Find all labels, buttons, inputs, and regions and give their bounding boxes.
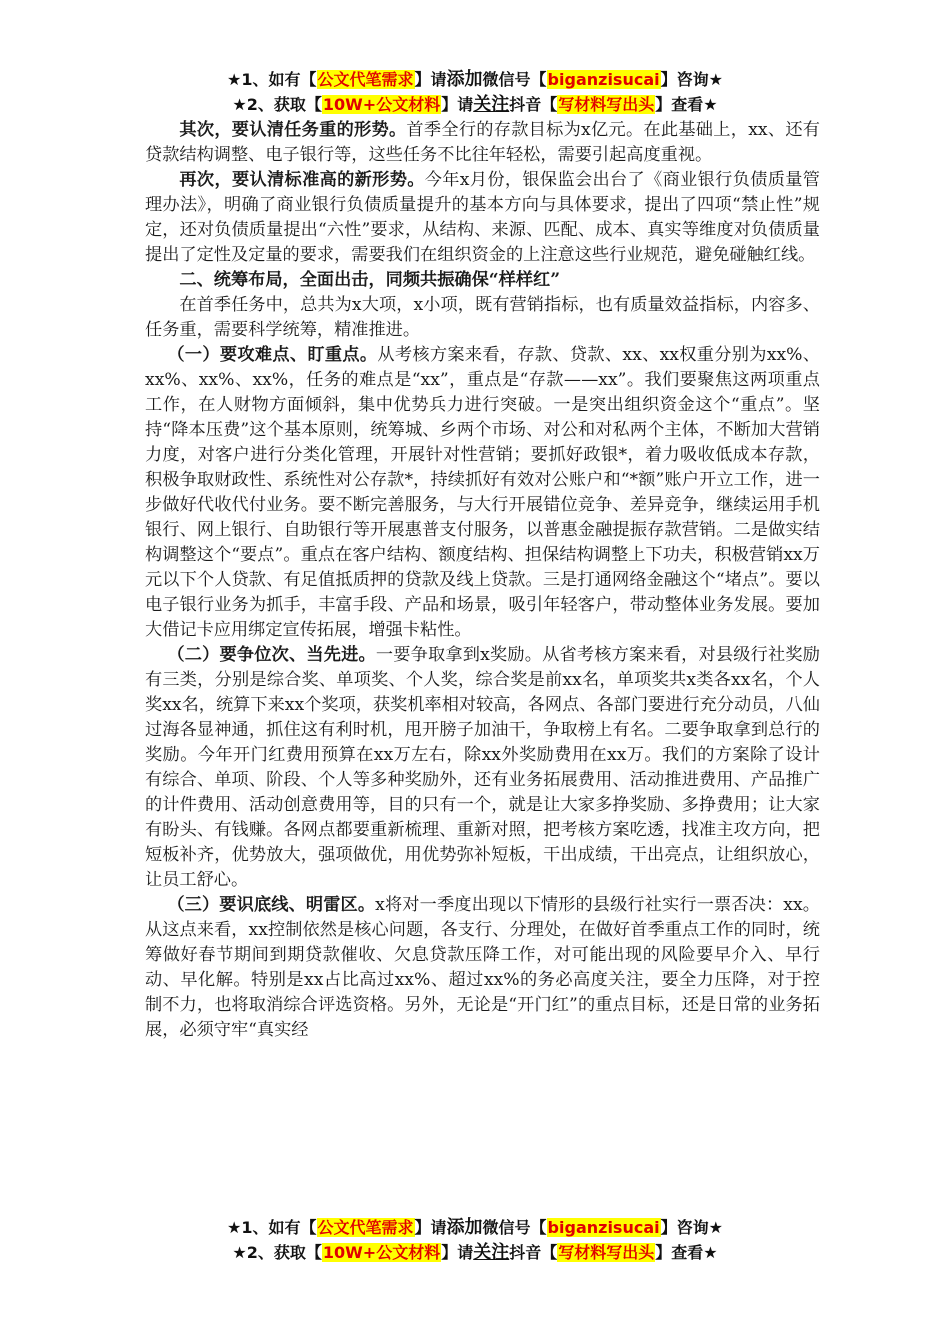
paragraph-lead: （二）要争位次、当先进。 (167, 645, 376, 665)
banner-text: ★1、如有【 (227, 1218, 317, 1237)
paragraph (145, 343, 820, 643)
header-banner (0, 67, 950, 117)
banner-highlight: 公文代笔需求 (317, 1218, 414, 1237)
paragraph-lead: （一）要攻难点、盯重点。 (167, 345, 378, 365)
paragraph-text: 首季全行的存款目标为x亿元。在此基础上，xx、还有贷款结构调整、电子银行等，这些任务不比往年轻松，需要引起高度重视。 (145, 120, 820, 165)
banner-text: 抖音【 (509, 1243, 558, 1262)
banner-text: 微信号【 (482, 1218, 547, 1237)
banner-text: 微信号【 (482, 70, 547, 89)
paragraph-text: 从考核方案来看，存款、贷款、xx、xx权重分别为xx%、xx%、xx%、xx%，任务的难点是“xx”，重点是“存款——xx”。我们要聚焦这两项重点工作，在人财物方面倾斜，集中优势兵力进行突破。一是突出组织资金这个“重点”。坚持“降本压费”这个基本原则，统筹城、乡两个市场、对公和对私两个主体，不断加大营销力度，对客户进行分类化管理，开展针对性营销；要抓好政银*，着力吸收低成本存款，积极争取财政性、系统性对公存款*，持续抓好有效对公账户和“*额”账户开立工作，进一步做好代收代付业务。要不断完善服务，与大行开展错位竞争、差异竞争，继续运用手机银行、网上银行、自助银行等开展惠普支付服务，以普惠金融提振存款营销。二是做实结构调整这个“要点”。重点在客户结构、额度结构、担保结构调整上下功夫，积极营销xx万元以下个人贷款、有足值抵质押的贷款及线上贷款。三是打通网络金融这个“堵点”。要以电子银行业务为抓手，丰富手段、产品和场景，吸引年轻客户，带动整体业务发展。要加大借记卡应用绑定宣传拓展，增强卡粘性。 (145, 345, 820, 640)
banner-line-2 (0, 1240, 950, 1265)
banner-text: 】咨询★ (660, 70, 723, 89)
paragraph-lead: 其次，要认清任务重的形势。 (179, 120, 407, 140)
paragraph-text: 今年x月份，银保监会出台了《商业银行负债质量管理办法》，明确了商业银行负债质量提升的基本方向与具体要求，提出了四项“禁止性”规定，还对负债质量提出“六性”要求，从结构、来源、匹配、成本、真实等维度对负债质量提出了定性及定量的要求，需要我们在组织资金的上注意这些行业规范，避免碰触红线。 (145, 170, 820, 265)
paragraph-text: x将对一季度出现以下情形的县级行社实行一票否决：xx。从这点来看，xx控制依然是核心问题，各支行、分理处，在做好首季重点工作的同时，统筹做好春节期间到期贷款催收、欠息贷款压降工作，对可能出现的风险要早介入、早行动、早化解。特别是xx占比高过xx%、超过xx%的务必高度关注，要全力压降，对于控制不力，也将取消综合评选资格。另外，无论是“开门红”的重点目标，还是日常的业务拓展，必须守牢“真实经 (145, 895, 820, 1040)
paragraph (145, 893, 820, 1043)
banner-line-1 (0, 1215, 950, 1240)
paragraph (145, 643, 820, 893)
banner-highlight: 公文代笔需求 (317, 70, 414, 89)
banner-emphasis: 添加 (446, 1217, 483, 1238)
douyin-account-highlight: 写材料写出头 (558, 95, 655, 114)
banner-text: 】请 (414, 1218, 447, 1237)
banner-line-2 (0, 92, 950, 117)
banner-text: 】查看★ (655, 1243, 718, 1262)
banner-text: 抖音【 (509, 95, 558, 114)
banner-text: 】请 (441, 95, 474, 114)
wechat-id-highlight: biganzisucai (547, 70, 660, 89)
paragraph-lead: 再次，要认清标准高的新形势。 (179, 170, 425, 190)
paragraph-text: 一要争取拿到x奖励。从省考核方案来看，对县级行社奖励有三类，分别是综合奖、单项奖、个人奖，综合奖是前xx名，单项奖共x类各xx名，个人奖xx名，统算下来xx个奖项，获奖机率相对较高，各网点、各部门要进行充分动员，八仙过海各显神通，抓住这有利时机，甩开膀子加油干，争取榜上有名。二要争取拿到总行的奖励。今年开门红费用预算在xx万左右，除xx外奖励费用在xx万。我们的方案除了设计有综合、单项、阶段、个人等多种奖励外，还有业务拓展费用、活动推进费用、产品推广的计件费用、活动创意费用等，目的只有一个，就是让大家多挣奖励、多挣费用；让大家有盼头、有钱赚。各网点都要重新梳理、重新对照，把考核方案吃透，找准主攻方向，把短板补齐，优势放大，强项做优，用优势弥补短板，干出成绩，干出亮点，让组织放心，让员工舒心。 (145, 645, 820, 890)
douyin-account-highlight: 写材料写出头 (558, 1243, 655, 1262)
paragraph-lead: （三）要识底线、明雷区。 (167, 895, 376, 915)
banner-line-1 (0, 67, 950, 92)
banner-text: 】请 (414, 70, 447, 89)
banner-text: 】请 (441, 1243, 474, 1262)
footer-banner (0, 1215, 950, 1265)
banner-emphasis: 关注 (473, 94, 510, 115)
document-body (145, 118, 820, 1043)
banner-text: 】咨询★ (660, 1218, 723, 1237)
paragraph-text: 在首季任务中，总共为x大项，x小项，既有营销指标，也有质量效益指标，内容多、任务重，需要科学统筹，精准推进。 (145, 295, 820, 340)
banner-text: ★1、如有【 (227, 70, 317, 89)
banner-highlight: 10W+公文材料 (322, 1243, 441, 1262)
banner-emphasis: 添加 (446, 69, 483, 90)
paragraph (145, 168, 820, 268)
paragraph (145, 293, 820, 343)
paragraph (145, 118, 820, 168)
banner-emphasis: 关注 (473, 1242, 510, 1263)
banner-highlight: 10W+公文材料 (322, 95, 441, 114)
wechat-id-highlight: biganzisucai (547, 1218, 660, 1237)
banner-text: ★2、获取【 (232, 95, 322, 114)
banner-text: 】查看★ (655, 95, 718, 114)
section-heading: 二、统筹布局，全面出击，同频共振确保“样样红” (179, 270, 561, 290)
banner-text: ★2、获取【 (232, 1243, 322, 1262)
